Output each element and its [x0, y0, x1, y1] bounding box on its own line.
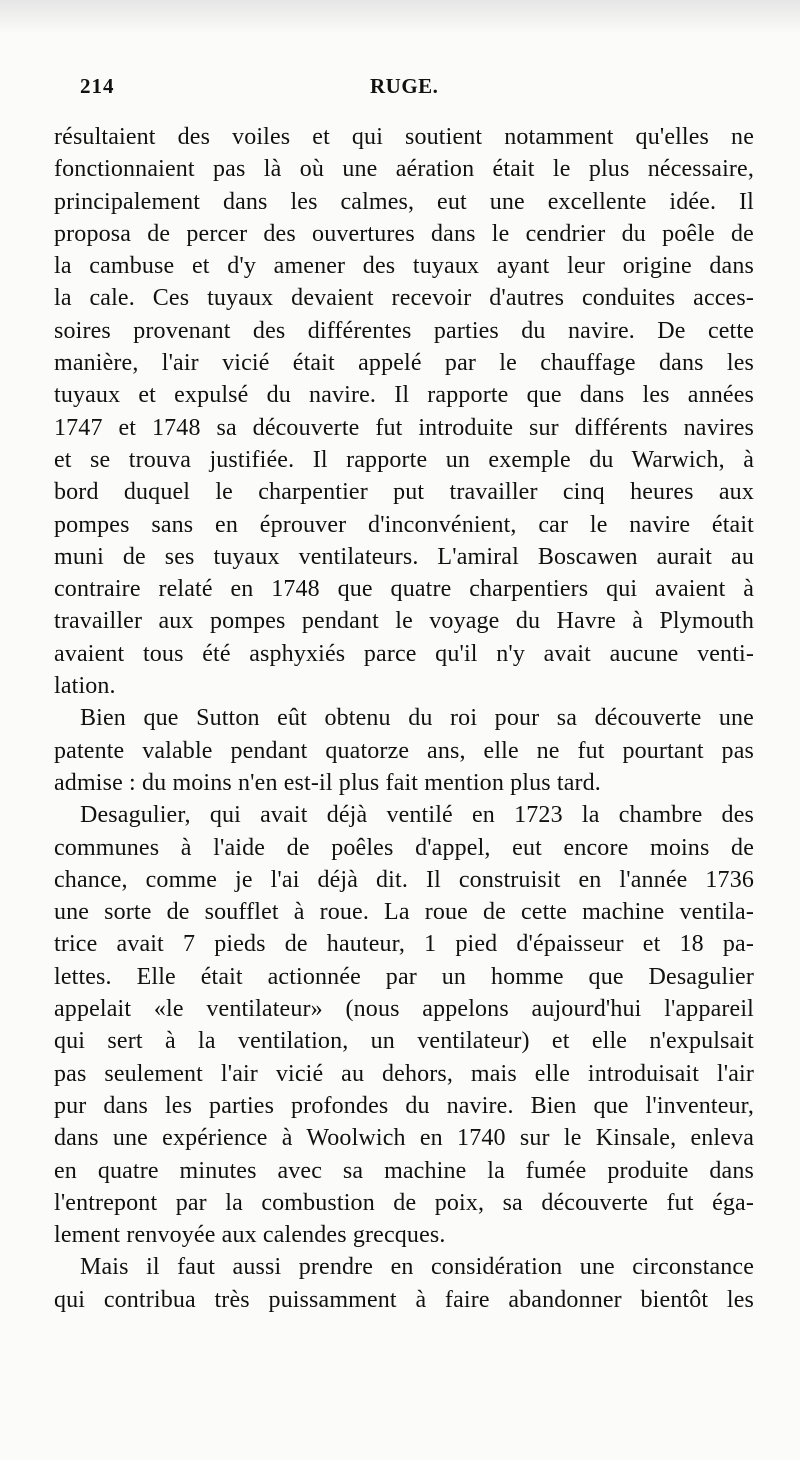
text-line: Bien que Sutton eût obtenu du roi pour sa découverte une: [80, 705, 754, 732]
text-line: résultaient des voiles et qui soutient notamment qu'elles ne: [54, 124, 754, 150]
text-line: Desagulier, qui avait déjà ventilé en 1723 la chambre des: [80, 802, 754, 829]
text-line: muni de ses tuyaux ventilateurs. L'amiral Boscawen aurait au: [54, 543, 754, 570]
text-line: Mais il faut aussi prendre en considération une circonstance: [80, 1254, 754, 1281]
text-line: la cambuse et d'y amener des tuyaux ayant leur origine dans: [54, 253, 754, 280]
text-line: 1747 et 1748 sa découverte fut introduite sur différents navires: [54, 414, 754, 441]
text-line: pas seulement l'air vicié au dehors, mais elle introduisait l'air: [54, 1060, 754, 1087]
text-line: travailler aux pompes pendant le voyage du Havre à Plymouth: [54, 608, 754, 635]
page-number: 214: [80, 74, 115, 98]
text-line: pur dans les parties profondes du navire. Bien que l'inventeur,: [54, 1092, 754, 1119]
text-line: qui sert à la ventilation, un ventilateur) et elle n'expulsait: [54, 1028, 754, 1055]
body-text: [54, 121, 754, 1316]
running-head: [80, 74, 744, 104]
text-line: contraire relaté en 1748 que quatre charpentiers qui avaient à: [54, 576, 754, 603]
text-line: tuyaux et expulsé du navire. Il rapporte que dans les années: [54, 382, 754, 409]
text-line: qui contribua très puissamment à faire abandonner bientôt les: [54, 1286, 754, 1313]
text-line: chance, comme je l'ai déjà dit. Il construisit en l'année 1736: [54, 866, 754, 893]
text-line: bord duquel le charpentier put travailler cinq heures aux: [54, 479, 754, 506]
text-line: lement renvoyée aux calendes grecques.: [54, 1222, 446, 1249]
text-line: admise : du moins n'en est-il plus fait mention plus tard.: [54, 769, 601, 796]
text-line: l'entrepont par la combustion de poix, sa découverte fut éga-: [54, 1189, 754, 1216]
text-line: patente valable pendant quatorze ans, elle ne fut pourtant pas: [54, 737, 754, 764]
text-line: manière, l'air vicié était appelé par le chauffage dans les: [54, 350, 754, 377]
text-line: pompes sans en éprouver d'inconvénient, car le navire était: [54, 511, 754, 538]
text-line: communes à l'aide de poêles d'appel, eut encore moins de: [54, 834, 754, 861]
text-line: lation.: [54, 673, 116, 700]
text-line: appelait «le ventilateur» (nous appelons aujourd'hui l'appareil: [54, 996, 754, 1023]
text-line: trice avait 7 pieds de hauteur, 1 pied d'épaisseur et 18 pa-: [54, 931, 754, 958]
text-line: en quatre minutes avec sa machine la fumée produite dans: [54, 1157, 754, 1184]
text-line: et se trouva justifiée. Il rapporte un exemple du Warwich, à: [54, 446, 754, 473]
text-line: proposa de percer des ouvertures dans le cendrier du poêle de: [54, 220, 754, 247]
text-line: la cale. Ces tuyaux devaient recevoir d'autres conduites acces-: [54, 285, 754, 312]
text-line: fonctionnaient pas là où une aération était le plus nécessaire,: [54, 156, 754, 183]
text-line: lettes. Elle était actionnée par un homme que Desagulier: [54, 963, 754, 990]
text-line: une sorte de soufflet à roue. La roue de cette machine ventila-: [54, 899, 754, 926]
running-title: RUGE.: [370, 74, 439, 98]
text-line: principalement dans les calmes, eut une excellente idée. Il: [54, 188, 754, 215]
text-line: dans une expérience à Woolwich en 1740 sur le Kinsale, enleva: [54, 1125, 754, 1152]
text-line: soires provenant des différentes parties du navire. De cette: [54, 317, 754, 344]
text-line: avaient tous été asphyxiés parce qu'il n'y avait aucune venti-: [54, 640, 754, 667]
page-top-shadow: [0, 0, 800, 34]
